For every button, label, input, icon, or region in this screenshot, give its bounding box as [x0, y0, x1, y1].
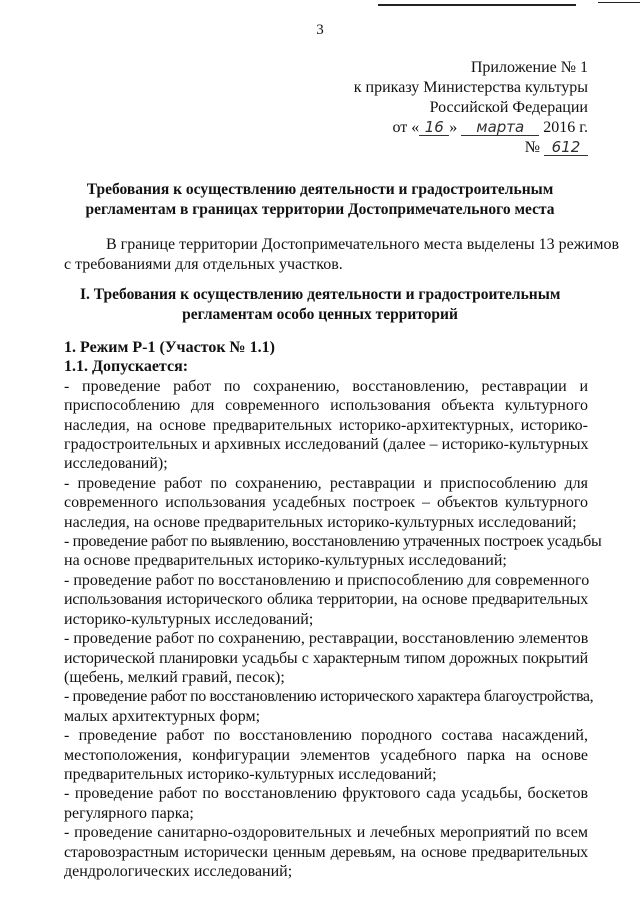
list-item [64, 532, 602, 571]
list-item [64, 377, 588, 474]
item-line: - проведение работ по восстановлению и приспособлению для современного [64, 571, 590, 589]
main-title [80, 180, 560, 220]
item-line: местоположения, конфигурации элементов усадебного парка на основе [64, 746, 588, 764]
annex-block [354, 58, 588, 158]
item-line: современного использования усадебных построек – объектов культурного [64, 494, 588, 512]
annex-title: Приложение № 1 [470, 59, 588, 76]
item-line: дендрологических исследований; [64, 862, 293, 880]
list-item [64, 687, 594, 726]
regime-heading: 1. Режим Р-1 (Участок № 1.1) [64, 339, 275, 356]
annex-number [354, 138, 588, 158]
annex-order-ref: к приказу Министерства культуры [353, 79, 588, 96]
item-line: - проведение работ по сохранению, реставрации, восстановлению элементов [64, 630, 589, 648]
item-line: - проведение санитарно-оздоровительных и лечебных мероприятий по всем [64, 824, 588, 842]
handwritten-number: 612 [544, 139, 588, 156]
list-item [64, 474, 588, 532]
item-line: - проведение работ по восстановлению фруктового сада усадьбы, боскетов [64, 785, 588, 803]
annex-country: Российской Федерации [429, 99, 588, 116]
allowed-heading: 1.1. Допускается: [64, 358, 189, 376]
item-line: - проведение работ по восстановлению породного состава насаждений, [64, 727, 588, 745]
item-line: историко-культурных исследований; [64, 610, 314, 628]
section-title-line: I. Требования к осуществлению деятельности и градостроительным [80, 286, 561, 303]
section-title [80, 285, 560, 325]
section-title-line: регламентам особо ценных территорий [182, 306, 458, 323]
list-item [64, 571, 588, 629]
item-line: - проведение работ по сохранению, реставрации и приспособлению для [64, 474, 588, 492]
item-line: (щебень, мелкий гравий, песок); [64, 668, 285, 686]
date-prefix: от « [392, 119, 420, 136]
item-line: малых архитектурных форм; [64, 707, 261, 725]
date-mid: » [449, 119, 458, 136]
item-line: предварительных историко-культурных исследований; [64, 765, 437, 783]
intro-line: В границе территории Достопримечательного места выделены 13 режимов [106, 236, 620, 253]
item-line: градостроительных и архивных исследований (далее – историко-культурных [64, 436, 589, 454]
item-line: использования исторического облика территории, на основе предварительных [64, 591, 588, 609]
list-item [64, 629, 588, 687]
annex-date [354, 118, 588, 138]
item-line: наследия, на основе предварительных историко-культурных исследований; [64, 513, 577, 531]
intro-line: с требованиями для отдельных участков. [64, 256, 343, 273]
date-year: 2016 г. [543, 119, 588, 136]
item-line: старовозрастным исторически ценным деревьям, на основе предварительных [64, 843, 588, 861]
page-number: 3 [316, 22, 324, 38]
header-rule [378, 4, 576, 6]
handwritten-month: марта [461, 119, 539, 136]
main-title-line: Требования к осуществлению деятельности и градостроительным [86, 181, 554, 198]
item-line: наследия, на основе предварительных историко-архитектурных, историко- [64, 416, 588, 434]
item-line: - проведение работ по выявлению, восстановлению утраченных построек усадьбы [64, 533, 602, 551]
list-item [64, 726, 588, 784]
number-prefix: № [524, 139, 540, 156]
item-line: исторической планировки усадьбы с характерным типом дорожных покрытий [64, 649, 588, 667]
list-item [64, 823, 588, 881]
item-line: приспособлению для современного использования объекта культурного [64, 397, 588, 415]
header-rule-short [598, 2, 640, 3]
item-line: регулярного парка; [64, 804, 194, 822]
handwritten-day: 16 [419, 119, 449, 136]
main-title-line: регламентам в границах территории Достопримечательного места [85, 201, 555, 218]
list-item [64, 784, 588, 823]
item-line: - проведение работ по восстановлению исторического характера благоустройства, [64, 688, 594, 706]
item-line: - проведение работ по сохранению, восстановлению, реставрации и [64, 377, 588, 395]
intro-paragraph [64, 235, 620, 275]
item-line: на основе предварительных историко-культурных исследований; [64, 552, 507, 570]
regime-section [64, 338, 602, 881]
item-line: исследований); [64, 455, 168, 473]
